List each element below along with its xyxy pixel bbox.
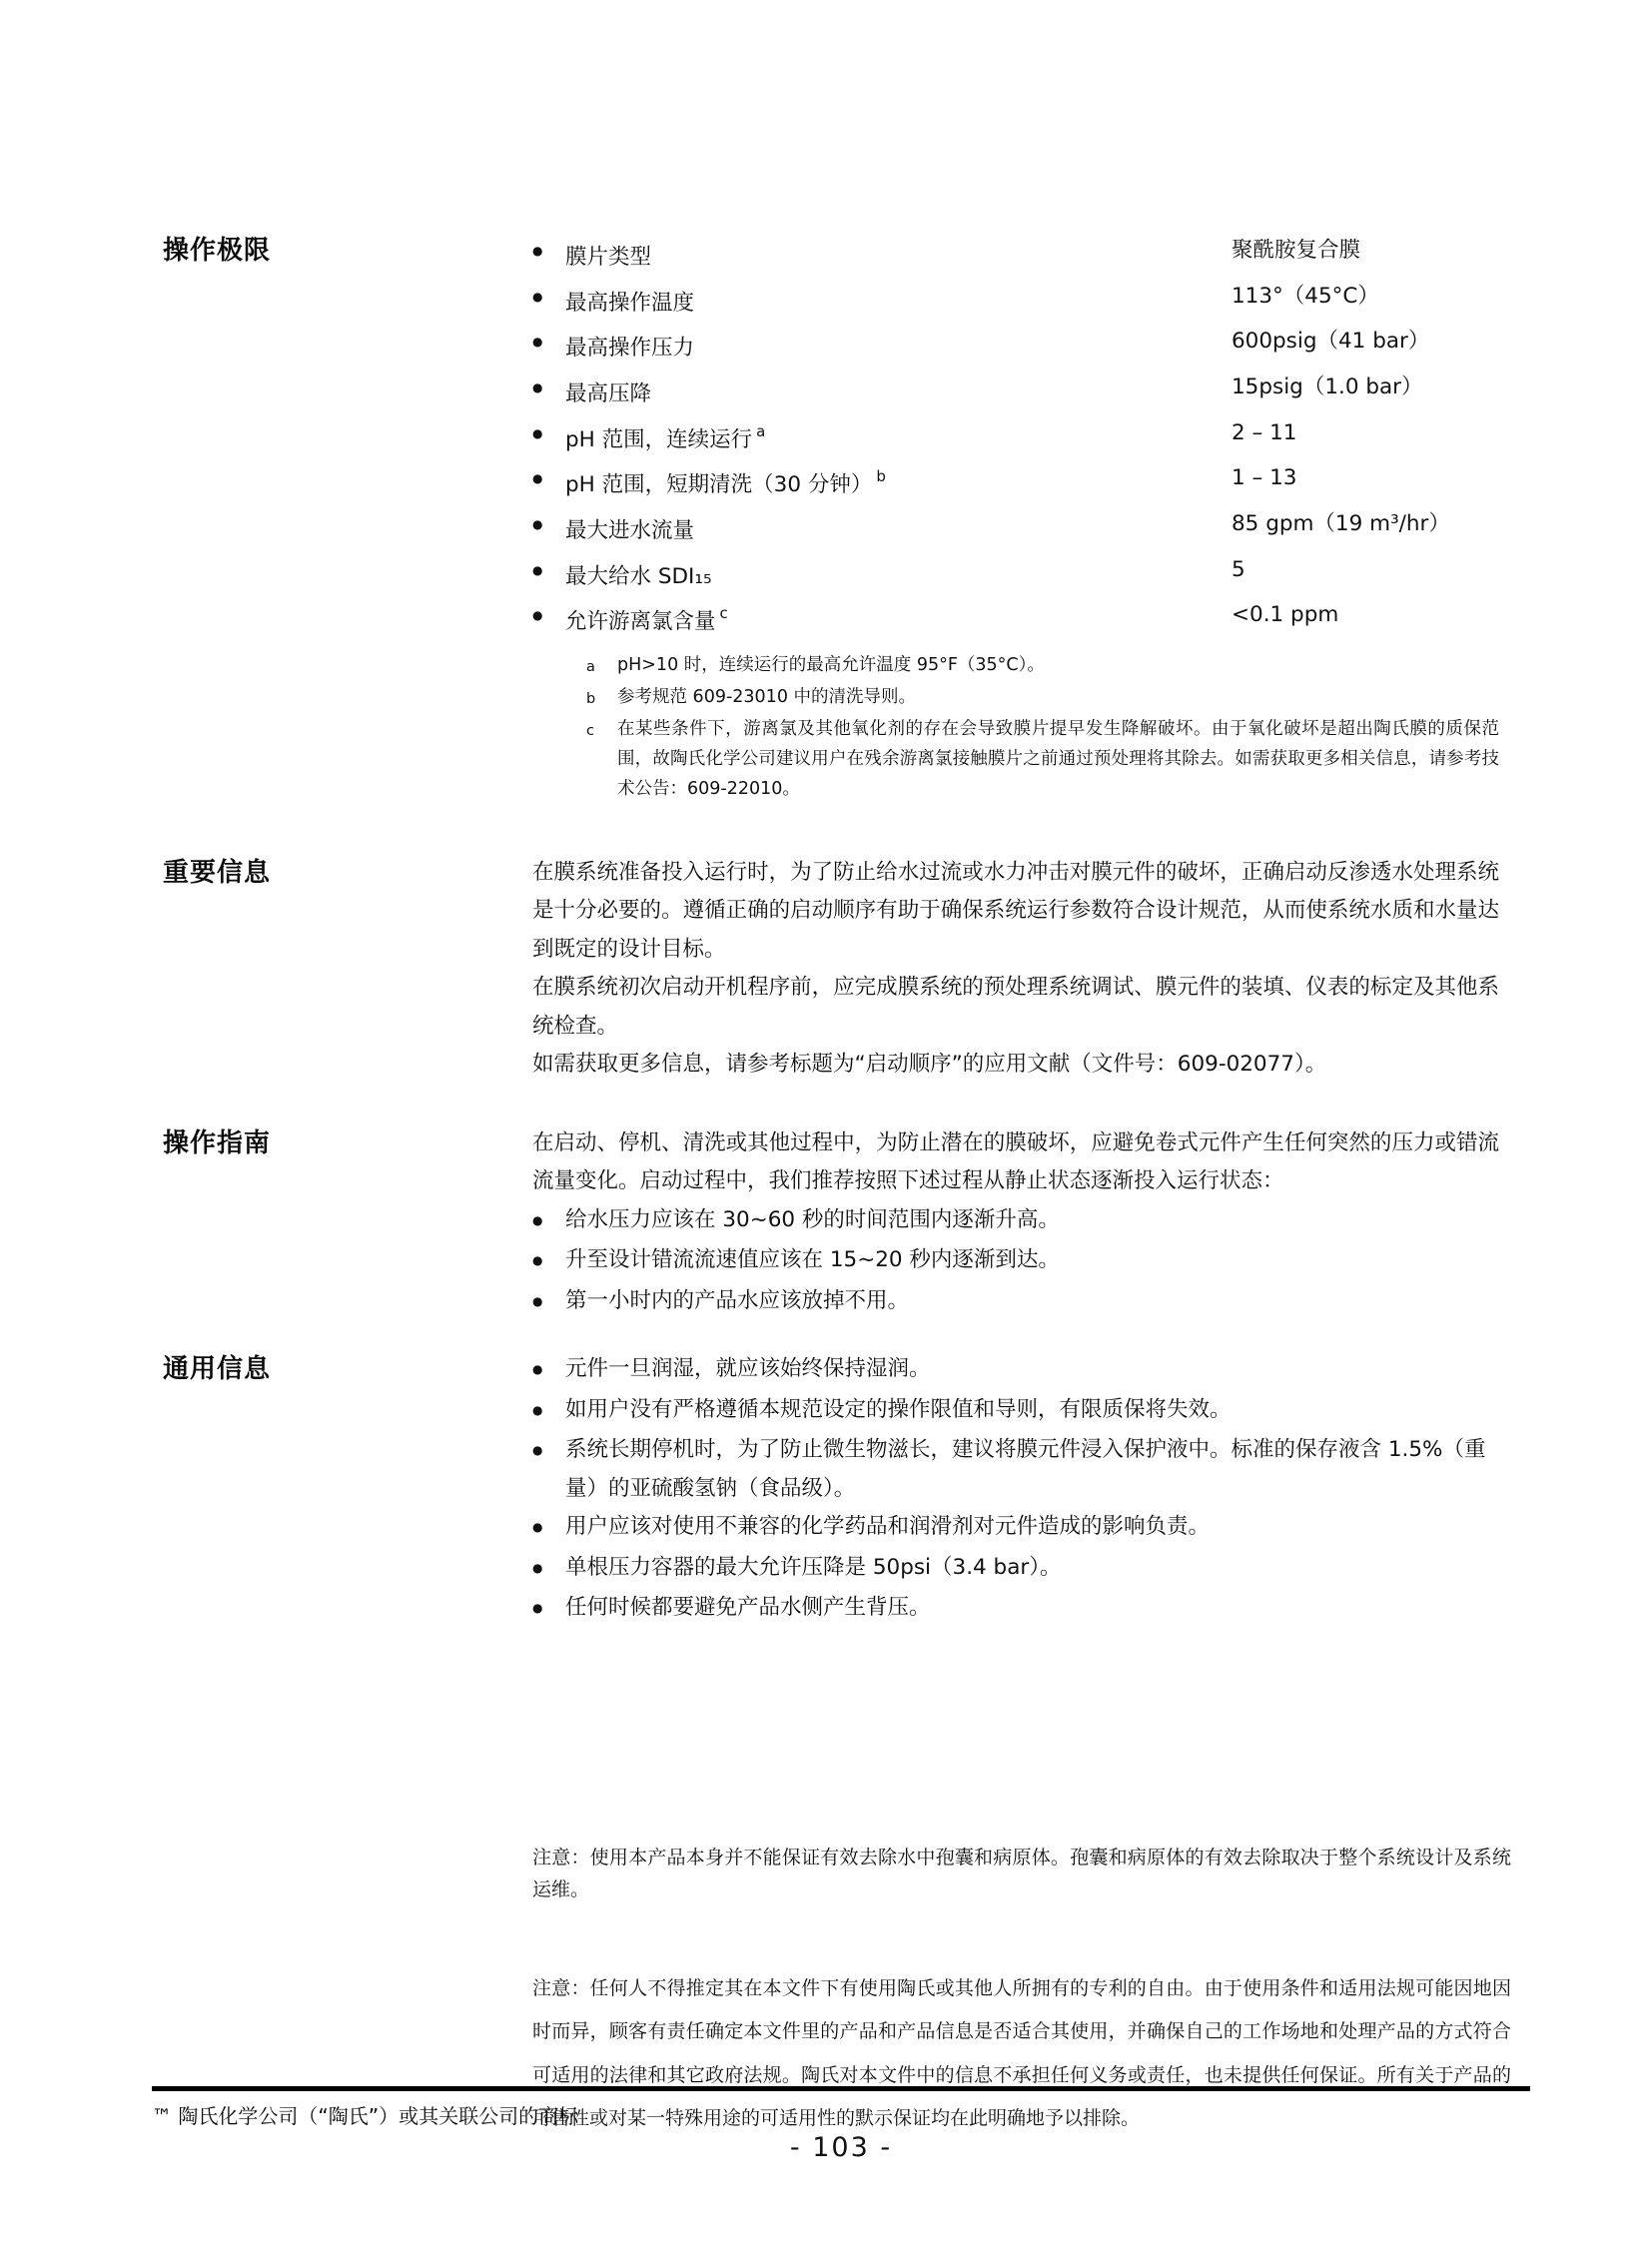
- spec-label-text: 最大进水流量: [565, 518, 695, 544]
- footnote: [532, 682, 1499, 714]
- footnote-ref: c: [719, 604, 728, 623]
- bullet-item: [532, 1241, 1499, 1282]
- spec-value: 113°（45°C）: [1232, 283, 1379, 309]
- spec-value: 600psig（41 bar）: [1232, 329, 1430, 355]
- spec-row: [532, 232, 1499, 278]
- spec-value: 85 gpm（19 m³/hr）: [1232, 510, 1450, 536]
- spec-label: [565, 414, 1232, 460]
- spec-label: [565, 323, 1232, 369]
- spec-label-text: pH 范围，短期清洗（30 分钟）: [565, 472, 873, 498]
- spec-value: 1 – 13: [1232, 465, 1297, 491]
- paragraph: 在膜系统初次启动开机程序前，应完成膜系统的预处理系统调试、膜元件的装填、仪表的标定及其他系统检查。: [532, 975, 1499, 1039]
- bullet-icon: [532, 1589, 565, 1630]
- spec-row: [532, 596, 1499, 642]
- spec-label: [565, 278, 1232, 324]
- section-operation-guide: [0, 1124, 1652, 1323]
- footnote: [532, 650, 1499, 682]
- spec-label-text: 最高压降: [565, 381, 652, 407]
- section-label-column: [163, 1350, 532, 1630]
- note-paragraph: 注意：任何人不得推定其在本文件下有使用陶氏或其他人所拥有的专利的自由。由于使用条件和适用法规可能因地因时而异，顾客有责任确定本文件里的产品和产品信息是否适合其使用，并确保自己的工作场地和处理产品的方式符合可适用的法律和其它政府法规。陶氏对本文件中的信息不承担任何义务或责任，也未提供任何保证。所有关于产品的可售性或对某一特殊用途的可适用性的默示保证均在此明确地予以排除。: [532, 1976, 1511, 2130]
- spec-label-text: pH 范围，连续运行: [565, 426, 753, 452]
- bullet-icon: [532, 323, 565, 369]
- bullet-text: 升至设计错流流速值应该在 15~20 秒内逐渐到达。: [565, 1247, 1060, 1273]
- bullet-icon: [532, 1508, 565, 1549]
- footer-divider: [152, 2086, 1530, 2091]
- spec-label: [565, 551, 1232, 597]
- bullet-icon: [532, 1350, 565, 1391]
- bullet-icon: [532, 1282, 565, 1323]
- footnote-marker: c: [586, 722, 594, 739]
- bullet-icon: [532, 551, 565, 597]
- bullet-icon: [532, 1549, 565, 1590]
- section-general-info: [0, 1350, 1652, 1630]
- spec-value: 15psig（1.0 bar）: [1232, 374, 1423, 399]
- section-operating-limits: [0, 232, 1652, 804]
- spec-label: [565, 232, 1232, 278]
- bullet-text: 用户应该对使用不兼容的化学药品和润滑剂对元件造成的影响负责。: [565, 1514, 1211, 1540]
- operation-guide-content: [532, 1124, 1499, 1323]
- bullet-text: 元件一旦润湿，就应该始终保持湿润。: [565, 1356, 931, 1382]
- trademark-notice: ™ 陶氏化学公司（“陶氏”）或其关联公司的商标: [152, 2104, 579, 2128]
- bullet-item: [532, 1431, 1499, 1508]
- spec-label-text: 最大给水 SDI₁₅: [565, 563, 712, 589]
- footnote: [532, 714, 1499, 804]
- spec-label-text: 允许游离氯含量: [565, 609, 716, 635]
- spec-row: [532, 459, 1499, 505]
- footnote-text: 在某些条件下，游离氯及其他氧化剂的存在会导致膜片提早发生降解破坏。由于氧化破坏是超出陶氏膜的质保范围，故陶氏化学公司建议用户在残余游离氯接触膜片之前通过预处理将其除去。如需获取更多相关信息，请参考技术公告：609-22010。: [617, 718, 1499, 799]
- bullet-text: 如用户没有严格遵循本规范设定的操作限值和导则，有限质保将失效。: [565, 1396, 1232, 1422]
- spec-value: 5: [1232, 556, 1245, 582]
- heading-important-info: 重要信息: [163, 857, 272, 888]
- section-label-column: [163, 854, 532, 1085]
- spec-row: [532, 323, 1499, 369]
- bullet-text: 任何时候都要避免产品水侧产生背压。: [565, 1595, 931, 1621]
- bullet-item: [532, 1508, 1499, 1549]
- paragraph: 如需获取更多信息，请参考标题为“启动顺序”的应用文献（文件号：609-02077）。: [532, 1052, 1327, 1078]
- spec-label: [565, 369, 1232, 414]
- important-info-content: [532, 854, 1499, 1085]
- bullet-icon: [532, 1241, 565, 1282]
- paragraph: 在启动、停机、清洗或其他过程中，为防止潜在的膜破坏，应避免卷式元件产生任何突然的压力或错流流量变化。启动过程中，我们推荐按照下述过程从静止状态逐渐投入运行状态：: [532, 1129, 1499, 1194]
- bullet-text: 第一小时内的产品水应该放掉不用。: [565, 1287, 910, 1313]
- footnote-text: pH>10 时，连续运行的最高允许温度 95°F（35°C）。: [617, 654, 1045, 675]
- paragraph: 在膜系统准备投入运行时，为了防止给水过流或水力冲击对膜元件的破坏，正确启动反渗透水处理系统是十分必要的。遵循正确的启动顺序有助于确保系统运行参数符合设计规范，从而使系统水质和水量达到既定的设计目标。: [532, 859, 1499, 962]
- heading-general-info: 通用信息: [163, 1354, 272, 1385]
- spec-label-text: 最高操作温度: [565, 290, 695, 316]
- bullet-icon: [532, 1201, 565, 1242]
- spec-row: [532, 278, 1499, 324]
- bullet-item: [532, 1282, 1499, 1323]
- bullet-icon: [532, 1431, 565, 1508]
- bullet-icon: [532, 278, 565, 324]
- bullet-item: [532, 1391, 1499, 1432]
- spec-row: [532, 505, 1499, 551]
- footnote-ref: a: [756, 421, 766, 440]
- bullet-icon: [532, 596, 565, 642]
- spec-value: 聚酰胺复合膜: [1232, 238, 1361, 263]
- spec-label-text: 膜片类型: [565, 245, 652, 271]
- operating-limits-content: [532, 232, 1499, 804]
- bullet-item: [532, 1201, 1499, 1242]
- bullet-item: [532, 1350, 1499, 1391]
- bullet-icon: [532, 459, 565, 505]
- heading-operating-limits: 操作极限: [163, 236, 272, 266]
- spec-value: <0.1 ppm: [1232, 602, 1339, 628]
- heading-operation-guide: 操作指南: [163, 1127, 272, 1158]
- bullet-icon: [532, 232, 565, 278]
- page-footer: [152, 2086, 1530, 2163]
- page-number: - 103 -: [789, 2132, 893, 2163]
- bullet-text: 给水压力应该在 30~60 秒的时间范围内逐渐升高。: [565, 1206, 1060, 1232]
- spec-label: [565, 505, 1232, 551]
- spec-list: [532, 232, 1499, 642]
- bullet-text: 系统长期停机时，为了防止微生物滋长，建议将膜元件浸入保护液中。标准的保存液含 1.5%（重量）的亚硫酸氢钠（食品级）。: [565, 1437, 1486, 1501]
- bullet-icon: [532, 414, 565, 460]
- spec-value: 2 – 11: [1232, 419, 1297, 445]
- note-paragraph: 注意：使用本产品本身并不能保证有效去除水中孢囊和病原体。孢囊和病原体的有效去除取决于整个系统设计及系统运维。: [532, 1846, 1511, 1900]
- spec-label: [565, 459, 1232, 505]
- footnote-text: 参考规范 609-23010 中的清洗导则。: [617, 686, 917, 707]
- bullet-icon: [532, 1391, 565, 1432]
- spec-row: [532, 369, 1499, 414]
- bullet-item: [532, 1589, 1499, 1630]
- spec-label: [565, 596, 1232, 642]
- footnotes: [532, 650, 1499, 804]
- general-info-content: [532, 1350, 1499, 1630]
- footnote-marker: b: [586, 690, 596, 707]
- bullet-icon: [532, 369, 565, 414]
- bullet-icon: [532, 505, 565, 551]
- section-label-column: [163, 232, 532, 804]
- spec-row: [532, 551, 1499, 597]
- footnote-marker: a: [586, 658, 595, 675]
- footnote-ref: b: [876, 467, 886, 486]
- section-label-column: [163, 1124, 532, 1323]
- spec-row: [532, 414, 1499, 460]
- bullet-text: 单根压力容器的最大允许压降是 50psi（3.4 bar）。: [565, 1554, 1062, 1580]
- bullet-item: [532, 1549, 1499, 1590]
- spec-label-text: 最高操作压力: [565, 336, 695, 362]
- section-important-info: [0, 854, 1652, 1085]
